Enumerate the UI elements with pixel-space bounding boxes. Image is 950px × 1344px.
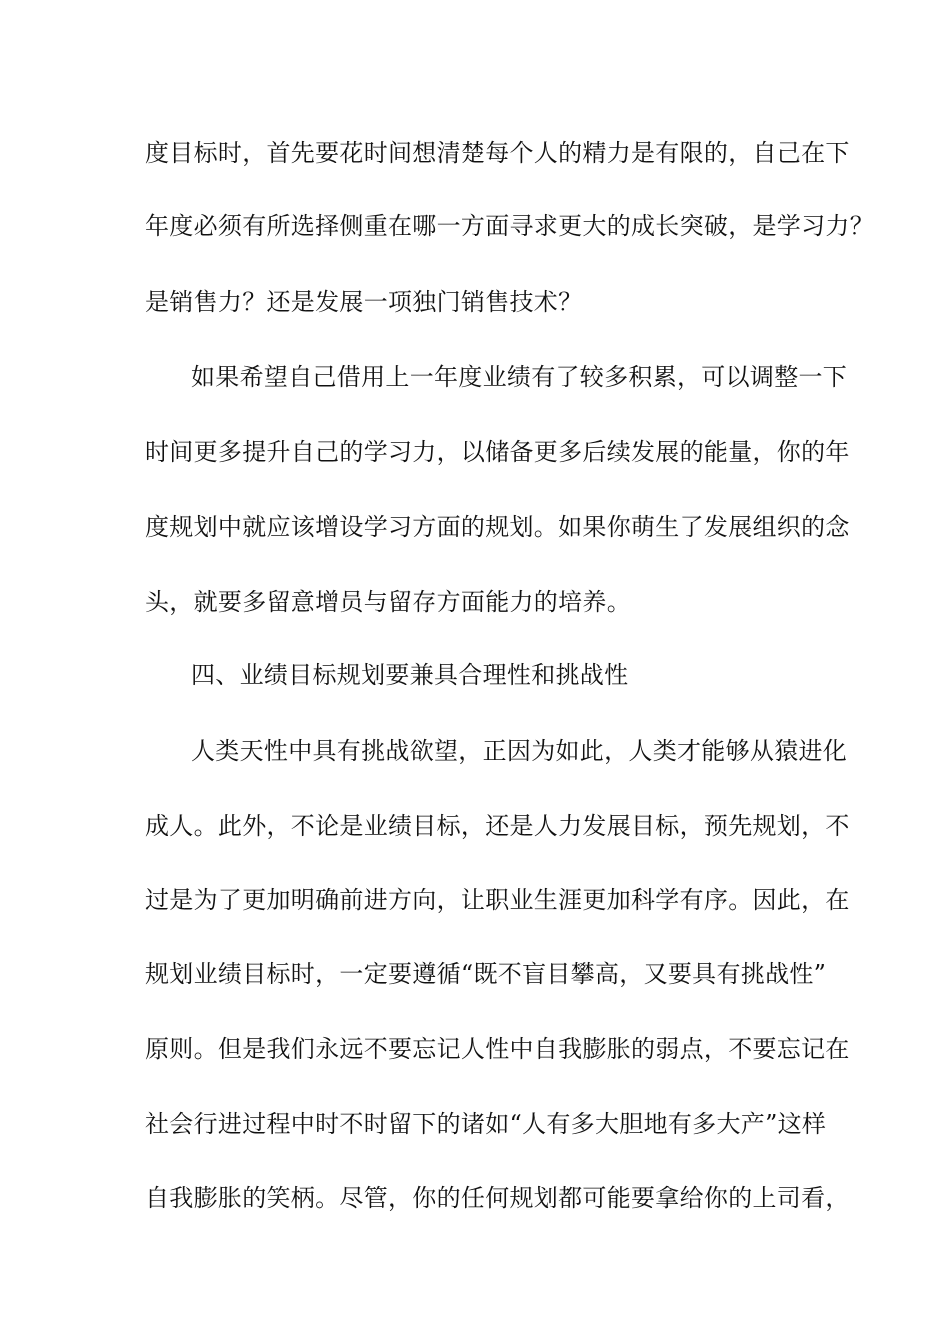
paragraph-3-line-1: 人类天性中具有挑战欲望，正因为如此，人类才能够从猿进化 bbox=[191, 737, 848, 765]
paragraph-3-line-2: 成人。此外，不论是业绩目标，还是人力发展目标，预先规划，不 bbox=[145, 812, 850, 840]
paragraph-3-line-4: 规划业绩目标时，一定要遵循“既不盲目攀高，又要具有挑战性” bbox=[145, 960, 827, 988]
text-line-1: 度目标时，首先要花时间想清楚每个人的精力是有限的，自己在下 bbox=[145, 139, 850, 167]
paragraph-2-line-2: 时间更多提升自己的学习力，以储备更多后续发展的能量，你的年 bbox=[145, 438, 850, 466]
section-heading: 四、业绩目标规划要兼具合理性和挑战性 bbox=[191, 661, 629, 689]
paragraph-2-line-4: 头，就要多留意增员与留存方面能力的培养。 bbox=[145, 588, 631, 616]
paragraph-2-line-3: 度规划中就应该增设学习方面的规划。如果你萌生了发展组织的念 bbox=[145, 513, 850, 541]
text-line-2: 年度必须有所选择侧重在哪一方面寻求更大的成长突破，是学习力？ bbox=[145, 212, 874, 240]
paragraph-3-line-5: 原则。但是我们永远不要忘记人性中自我膨胀的弱点，不要忘记在 bbox=[145, 1035, 850, 1063]
paragraph-3-line-6: 社会行进过程中时不时留下的诸如“人有多大胆地有多大产”这样 bbox=[145, 1110, 827, 1138]
text-line-3: 是销售力？还是发展一项独门销售技术？ bbox=[145, 288, 583, 316]
paragraph-3-line-3: 过是为了更加明确前进方向，让职业生涯更加科学有序。因此，在 bbox=[145, 886, 850, 914]
paragraph-2-line-1: 如果希望自己借用上一年度业绩有了较多积累，可以调整一下 bbox=[191, 363, 848, 391]
paragraph-3-line-7: 自我膨胀的笑柄。尽管，你的任何规划都可能要拿给你的上司看， bbox=[145, 1184, 850, 1212]
